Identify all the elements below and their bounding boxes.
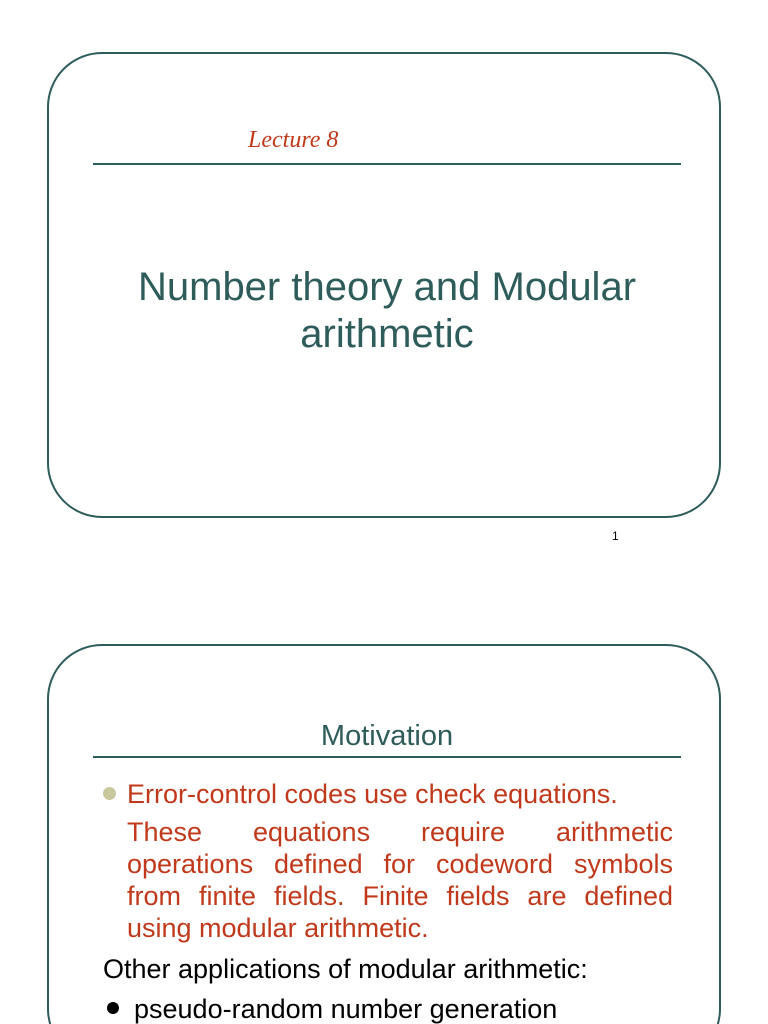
bullet-1-lead: Error-control codes use check equations. [127,779,618,809]
bullet-1-continuation: These equations require arithmetic operations defined for codeword symbols from finite fields. Finite fields are defined using modular arithmetic. [127,817,673,943]
bullet-dot-icon [103,787,116,800]
slide-1-title-rule [93,163,681,165]
bullet-2-text: pseudo-random number generation [134,994,558,1024]
slide-2-title-rule [93,756,681,758]
lecture-label: Lecture 8 [248,127,339,153]
slide-1-title: Number theory and Modular arithmetic [137,265,637,356]
slide-2-title: Motivation [320,720,454,752]
other-applications-heading: Other applications of modular arithmetic: [103,954,588,984]
page-number: 1 [612,529,619,543]
bullet-dot-icon [107,1002,119,1014]
